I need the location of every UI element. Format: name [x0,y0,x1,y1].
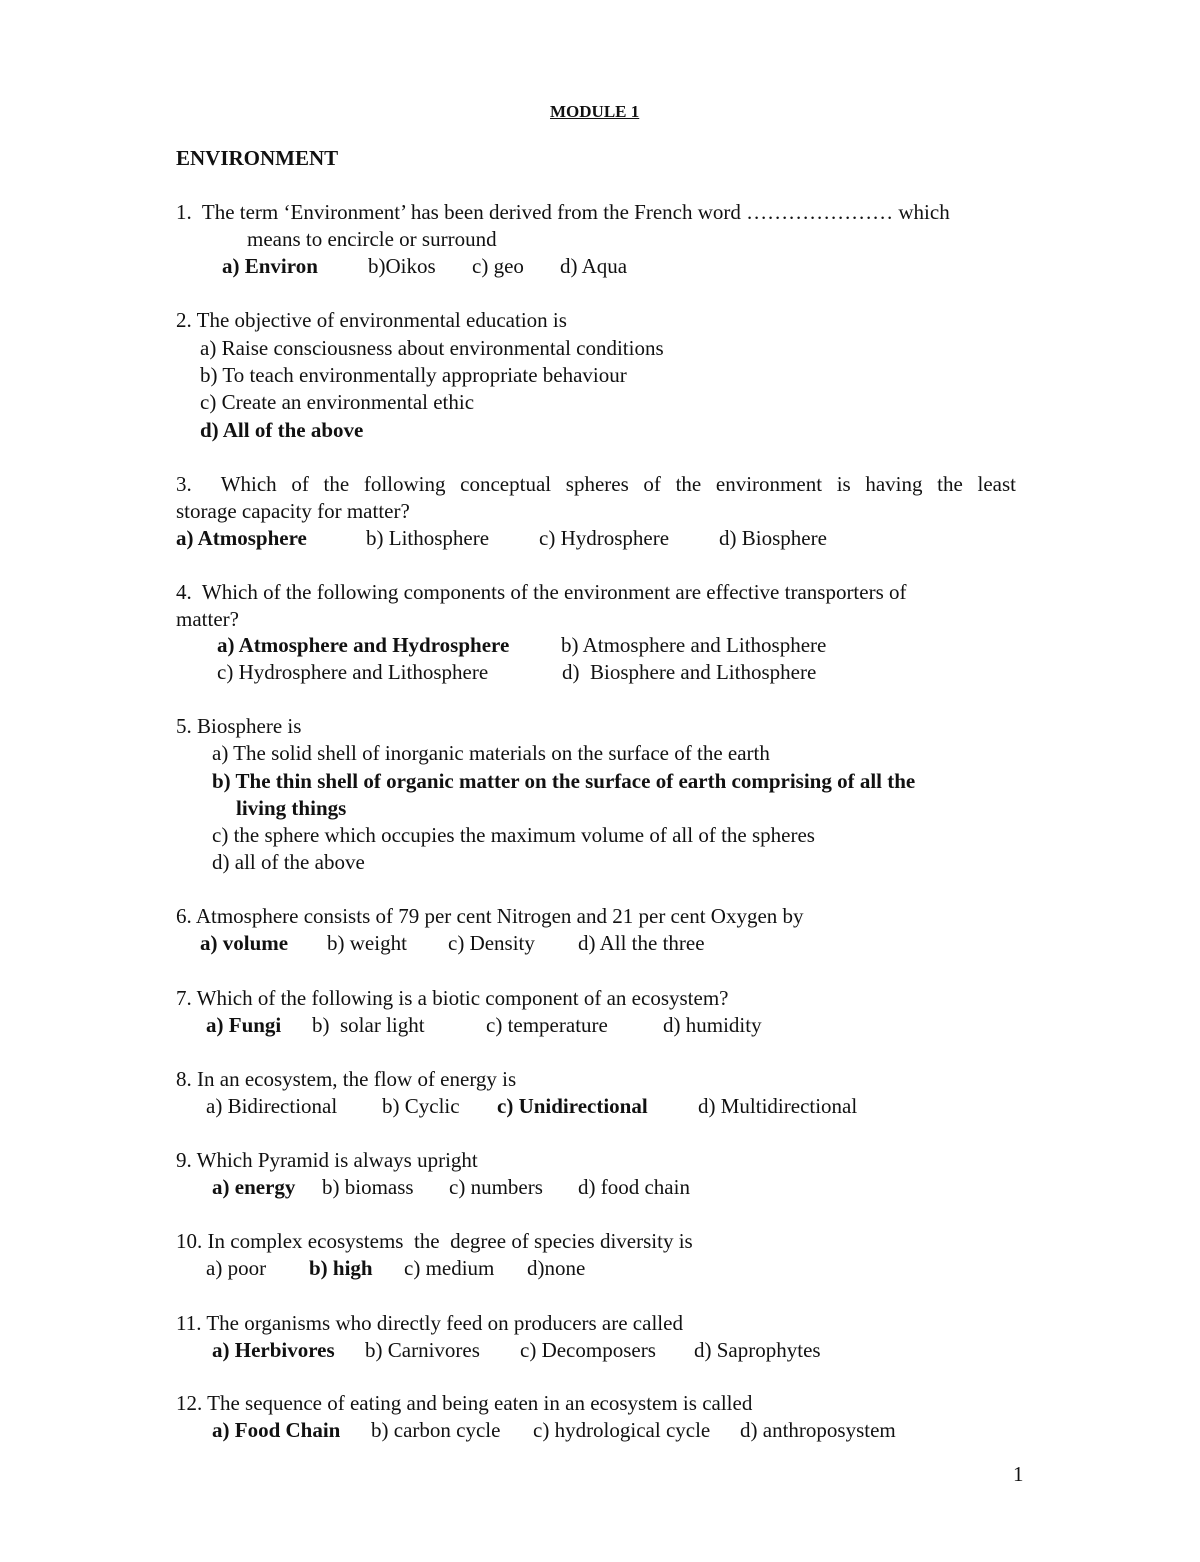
option-d: d) All the three [578,931,705,955]
option-a-answer: a) Food Chain [212,1418,341,1442]
option-c: c) Decomposers [520,1338,656,1362]
option-b: b) biomass [322,1175,414,1199]
option-a-answer: a) Atmosphere and Hydrosphere [217,633,510,657]
question-stem-continued: means to encircle or surround [247,227,497,251]
option-c: c) the sphere which occupies the maximum volume of all of the spheres [212,823,815,847]
option-b: b) Lithosphere [366,526,490,550]
option-c-answer: c) Unidirectional [497,1094,648,1118]
option-a: a) Bidirectional [206,1094,338,1118]
option-b-answer: b) high [309,1256,373,1280]
option-c: c) numbers [449,1175,543,1199]
option-b: b) Carnivores [365,1338,480,1362]
option-a-answer: a) Herbivores [212,1338,335,1362]
section-title: ENVIRONMENT [176,146,339,170]
question-stem: 2. The objective of environmental education is [176,308,567,332]
option-a: a) The solid shell of inorganic materials on the surface of the earth [212,741,770,765]
option-b: b) carbon cycle [371,1418,501,1442]
option-c: c) Density [448,931,535,955]
option-c: c) hydrological cycle [533,1418,711,1442]
question-stem: 4. Which of the following components of the environment are effective transporters of [176,580,907,604]
question-stem-continued: storage capacity for matter? [176,499,410,523]
option-a-answer: a) volume [200,931,289,955]
option-a: a) poor [206,1256,267,1280]
question-stem: 1. The term ‘Environment’ has been derived from the French word ………………… which [176,200,950,224]
option-a-answer: a) Atmosphere [176,526,307,550]
option-b: b) weight [327,931,407,955]
option-c: c) geo [472,254,524,278]
option-c: c) Create an environmental ethic [200,390,475,414]
page-number: 1 [1013,1462,1024,1486]
option-b: b) To teach environmentally appropriate behaviour [200,363,627,387]
option-d-answer: d) All of the above [200,418,364,442]
option-a-answer: a) Environ [222,254,318,278]
option-c: c) medium [404,1256,495,1280]
option-a-answer: a) Fungi [206,1013,282,1037]
option-d: d) humidity [663,1013,762,1037]
module-heading: MODULE 1 [550,102,640,121]
option-d: d) Biosphere [719,526,827,550]
option-b-answer: b) The thin shell of organic matter on the surface of earth comprising of all the [212,769,916,793]
option-d: d) anthroposystem [740,1418,896,1442]
option-b: b) Cyclic [382,1094,460,1118]
question-stem-continued: matter? [176,607,239,631]
option-d: d) Biosphere and Lithosphere [562,660,817,684]
question-stem: 7. Which of the following is a biotic component of an ecosystem? [176,986,729,1010]
option-c: c) Hydrosphere and Lithosphere [217,660,489,684]
option-d: d) Aqua [560,254,628,278]
question-stem: 3. Which of the following conceptual spheres of the environment is having the least [176,472,1016,496]
option-d: d) all of the above [212,850,365,874]
question-stem: 10. In complex ecosystems the degree of species diversity is [176,1229,693,1253]
option-a-answer: a) energy [212,1175,296,1199]
question-stem: 5. Biosphere is [176,714,302,738]
question-stem: 8. In an ecosystem, the flow of energy is [176,1067,517,1091]
option-row [0,1418,1200,1562]
option-c: c) temperature [486,1013,608,1037]
option-d: d) Saprophytes [694,1338,821,1362]
option-d: d)none [527,1256,586,1280]
option-b: b)Oikos [368,254,436,278]
option-b: b) Atmosphere and Lithosphere [561,633,827,657]
option-d: d) food chain [578,1175,690,1199]
option-c: c) Hydrosphere [539,526,670,550]
question-stem: 11. The organisms who directly feed on producers are called [176,1311,683,1335]
question-stem: 9. Which Pyramid is always upright [176,1148,478,1172]
question-stem: 6. Atmosphere consists of 79 per cent Nitrogen and 21 per cent Oxygen by [176,904,804,928]
question-stem: 12. The sequence of eating and being eaten in an ecosystem is called [176,1391,753,1415]
option-b: b) solar light [312,1013,425,1037]
option-d: d) Multidirectional [698,1094,858,1118]
option-a: a) Raise consciousness about environmental conditions [200,336,664,360]
option-b-answer-continued: living things [236,796,347,820]
